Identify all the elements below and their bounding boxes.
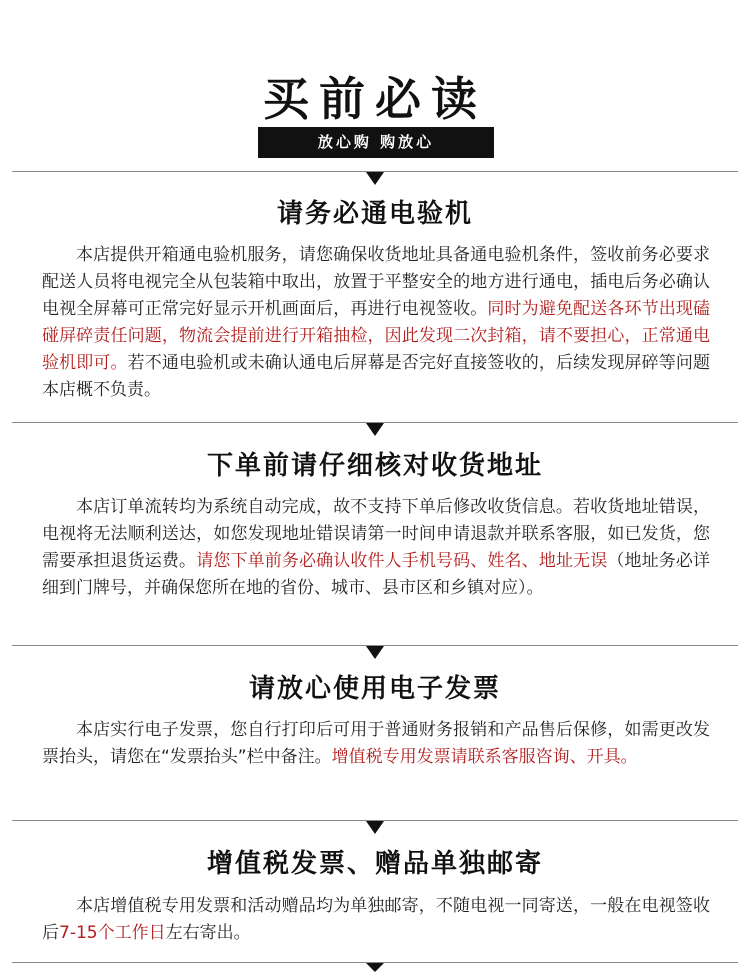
down-arrow-icon	[366, 963, 384, 972]
section-paragraph	[42, 893, 710, 947]
down-arrow-icon	[366, 423, 384, 436]
highlight-text: 7-15个工作日	[59, 923, 166, 943]
section-title: 请放心使用电子发票	[248, 674, 501, 704]
paragraph-text: 本店提供开箱通电验机服务，请您确保收货地址具备通电验机条件，签收前务必要求配送人员将电视完全从包装箱中取出，放置于平整安全的地方进行通电，插电后务必确认电视全屏幕可正常完好显示开机画面后，再进行电视签收。	[42, 245, 710, 319]
down-arrow-icon	[366, 821, 384, 834]
highlight-text: 增值税专用发票请联系客服咨询、开具。	[331, 747, 638, 767]
paragraph-text: （地址务必详细到门牌号，并确保您所在地的省份、城市、县市区和乡镇对应）。	[42, 551, 711, 598]
page-title: 买前必读	[263, 72, 487, 126]
section-paragraph	[42, 717, 710, 771]
paragraph-text: 本店订单流转均为系统自动完成，故不支持下单后修改收货信息。若收货地址错误，电视将无法顺利送达，如您发现地址错误请第一时间申请退款并联系客服，如已发货，您需要承担退货运费。	[42, 497, 710, 571]
section-title: 增值税发票、赠品单独邮寄	[206, 849, 543, 879]
header	[0, 0, 750, 170]
highlight-text: 请您下单前务必确认收件人手机号码、姓名、地址无误	[196, 551, 608, 571]
section-paragraph	[42, 494, 710, 602]
slogan-banner: 放心购 购放心	[258, 127, 494, 158]
paragraph-text: 左右寄出。	[165, 923, 251, 943]
section-paragraph	[42, 242, 710, 404]
paragraph-text: 本店实行电子发票，您自行打印后可用于普通财务报销和产品售后保修，如需更改发票抬头，请您在“发票抬头”栏中备注。	[42, 720, 710, 767]
section-title: 下单前请仔细核对收货地址	[206, 451, 543, 481]
paragraph-text: 本店增值税专用发票和活动赠品均为单独邮寄，不随电视一同寄送，一般在电视签收后	[42, 896, 710, 943]
down-arrow-icon	[366, 172, 384, 185]
highlight-text: 同时为避免配送各环节出现磕碰屏碎责任问题，物流会提前进行开箱抽检，因此发现二次封箱，请不要担心，正常通电验机即可。	[42, 299, 711, 373]
down-arrow-icon	[366, 646, 384, 659]
paragraph-text: 若不通电验机或未确认通电后屏幕是否完好直接签收的，后续发现屏碎等问题本店概不负责。	[42, 353, 711, 400]
section-title: 请务必通电验机	[276, 199, 473, 229]
